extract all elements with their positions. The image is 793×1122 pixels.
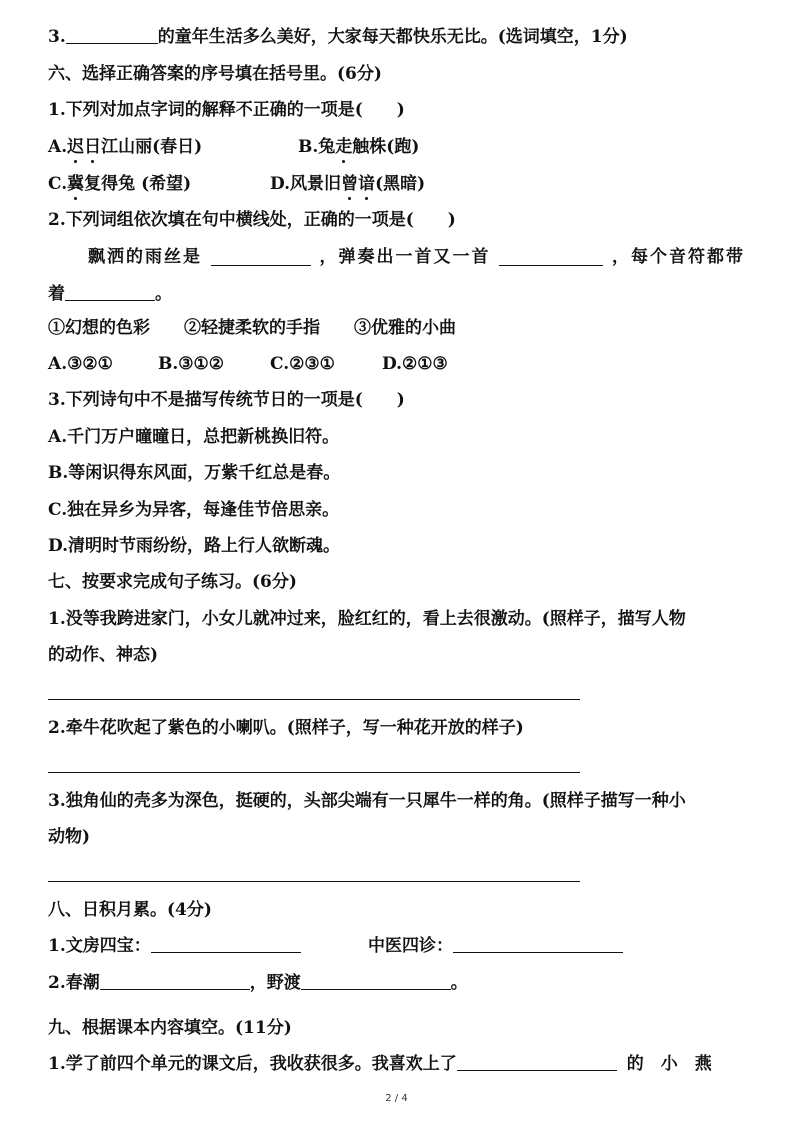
q2-option-d: D.②①③ [382, 354, 448, 374]
answer-blank[interactable] [151, 934, 301, 953]
answer-blank[interactable] [100, 971, 250, 990]
answer-line[interactable] [48, 772, 580, 773]
section-7-question-3-cont: 动物) [48, 827, 91, 847]
section-7-question-1-cont: 的动作、神态) [48, 645, 159, 665]
section-6-question-2: 2.下列词组依次填在句中横线处，正确的一项是( ) [48, 210, 456, 230]
q2-option-a: A.③②① [48, 354, 113, 374]
q2-choice-items: ①幻想的色彩 ②轻捷柔软的手指 ③优雅的小曲 [48, 318, 456, 338]
q3-option-d: D.清明时节雨纷纷，路上行人欲断魂。 [48, 536, 341, 556]
answer-blank[interactable] [65, 282, 155, 301]
dotted-char: 走 [335, 137, 353, 157]
dotted-char: 冀 [67, 174, 85, 194]
section-8-question-2: 2.春潮 ，野渡 。 [48, 973, 468, 993]
answer-blank[interactable] [453, 934, 623, 953]
section-6-heading: 六、选择正确答案的序号填在括号里。(6分) [48, 64, 382, 84]
q3-option-a: A.千门万户曈曈日，总把新桃换旧符。 [48, 427, 340, 447]
section-9-question-1: 1.学了前四个单元的课文后，我收获很多。我喜欢上了 的 小 燕 [48, 1054, 712, 1074]
answer-blank[interactable] [211, 247, 311, 266]
q2-sentence-line-1: 飘洒的雨丝是 ，弹奏出一首又一首 ，每个音符都带 [88, 247, 745, 267]
dotted-char: 日 [84, 137, 102, 157]
dotted-char: 迟 [67, 137, 85, 157]
page-number: 2 / 4 [385, 1093, 408, 1104]
question-number: 3. [48, 27, 66, 47]
option-b: B.兔走触株(跑) [298, 137, 420, 157]
dotted-char: 曾 [341, 174, 359, 194]
answer-blank[interactable] [66, 25, 158, 44]
section-8-question-1a: 1.文房四宝： [48, 932, 301, 960]
section-9-heading: 九、根据课本内容填空。(11分) [48, 1018, 292, 1038]
answer-line[interactable] [48, 699, 580, 700]
q2-option-b: B.③①② [158, 354, 225, 374]
dotted-char: 谙 [358, 174, 376, 194]
section-8-question-1b: 中医四诊： [368, 932, 623, 960]
q2-option-c: C.②③① [270, 354, 335, 374]
q3-option-c: C.独在异乡为异客，每逢佳节倍思亲。 [48, 500, 340, 520]
option-a: A.迟日江山丽(春日) [48, 137, 203, 157]
question-text: 的童年生活多么美好，大家每天都快乐无比。(选词填空，1分) [157, 27, 628, 47]
option-c: C.冀复得兔 (希望) [48, 174, 192, 194]
option-d: D.风景旧曾谙(黑暗) [270, 174, 426, 194]
section-6-question-1: 1.下列对加点字词的解释不正确的一项是( ) [48, 100, 405, 120]
answer-blank[interactable] [301, 971, 451, 990]
q2-sentence-line-2: 着 。 [48, 284, 172, 304]
section-6-question-3: 3.下列诗句中不是描写传统节日的一项是( ) [48, 390, 405, 410]
section-8-heading: 八、日积月累。(4分) [48, 900, 212, 920]
answer-line[interactable] [48, 881, 580, 882]
section-7-question-1: 1.没等我跨进家门，小女儿就冲过来，脸红红的，看上去很激动。(照样子，描写人物 [48, 609, 686, 629]
question-3-fill-in [48, 23, 628, 51]
answer-blank[interactable] [499, 247, 603, 266]
section-7-question-2: 2.牵牛花吹起了紫色的小喇叭。(照样子，写一种花开放的样子) [48, 718, 524, 738]
section-7-heading: 七、按要求完成句子练习。(6分) [48, 572, 297, 592]
answer-blank[interactable] [457, 1052, 617, 1071]
q3-option-b: B.等闲识得东风面，万紫千红总是春。 [48, 463, 341, 483]
section-7-question-3: 3.独角仙的壳多为深色，挺硬的，头部尖端有一只犀牛一样的角。(照样子描写一种小 [48, 791, 686, 811]
